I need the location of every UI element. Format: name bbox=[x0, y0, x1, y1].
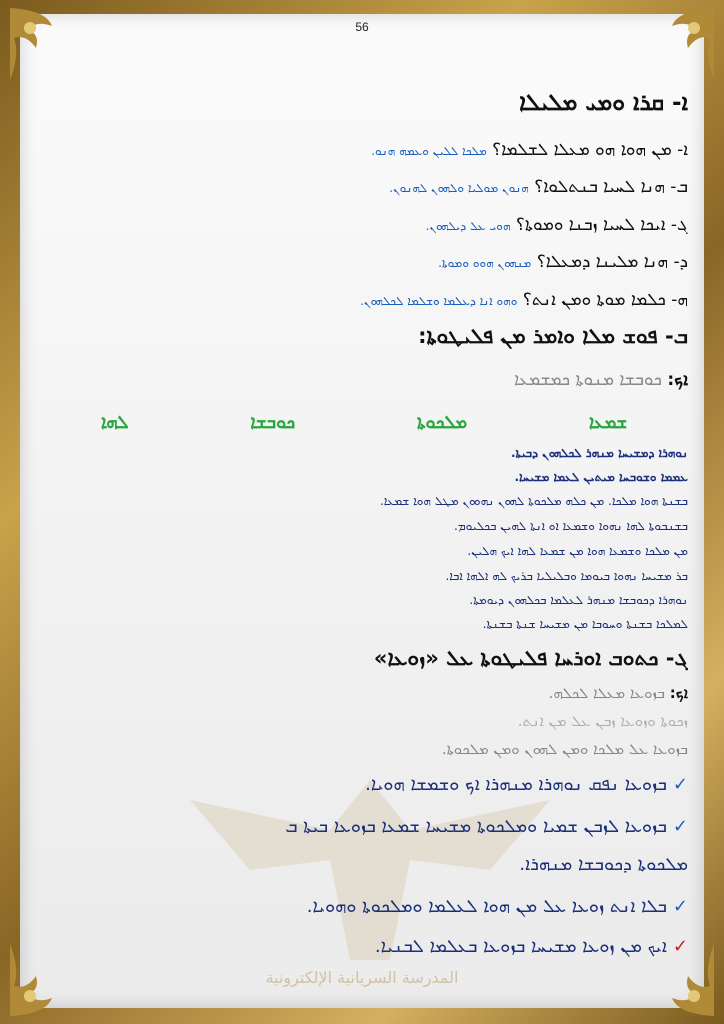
answer-line: ✓ܐܝܟ ܡܢ ܙܘܥܐ ܡܫܝܚܐ ܒܙܘܥܐ ܒܥܠܡܐ ܠܒܢܝܐ. bbox=[374, 936, 688, 957]
exercise-line: ܥܡܡܐ ܘܫܘܒܚܐ ܡܝܬܝܢ ܠܥܡܐ ܡܫܝܚܐ. bbox=[514, 470, 688, 484]
column-word: ܡܠܟܘܬܐ bbox=[416, 412, 468, 433]
question-3: ܓ- ܐܝܟܐ ܠܚܝܐ ܙܒܢܐ ܘܡܘܬܐ؟ ܗܘܝ ܥܠ ܕܝܠܗܘܢ. bbox=[425, 215, 688, 235]
exercise-line: ܒܫܢܒܘܬܐ ܠܗܐ ܢܗܘܐ ܘܫܡܥܐ ܐܘ ܐܢܬܐ ܠܗܝܢ ܒܟܠܝܘܡ. bbox=[454, 519, 688, 533]
section-3-title: ܓ- ܟܬܘܒ ܐܘܪܚܐ ܦܠܝܛܘܬܐ ܥܠ «ܙܘܥܐ» bbox=[373, 646, 688, 670]
exercise-line: ܢܘܗܪܐ ܕܡܫܝܚܐ ܡܢܗܪ ܠܟܠܗܘܢ ܕܒܝܬܐ. bbox=[510, 446, 688, 460]
checkmark-icon: ✓ bbox=[672, 936, 688, 957]
checkmark-icon: ✓ bbox=[672, 816, 688, 837]
section-1-title: ܐ- ܩܪܐ ܘܡܝ ܡܠܝܠܐ bbox=[519, 90, 688, 116]
question-2: ܒ- ܗܢܐ ܠܚܝܐ ܒܢܬܠܘܐ؟ ܗܢܘܢ ܡܘܠܝܐ ܘܠܗܘܢ ܠܗܢܘܢ. bbox=[389, 177, 688, 197]
section-3-example: ܐܟ: ܒܙܘܥܐ ܡܥܠܐ ܠܟܠܗ. bbox=[548, 684, 688, 702]
page-number: 56 bbox=[355, 20, 369, 34]
answer-line: ✓ܒܠܐ ܐܢܬ ܙܘܥܐ ܥܠ ܡܢ ܗܘܐ ܠܥܠܡܐ ܘܡܠܟܘܬܐ ܘܗܘܝܐ. bbox=[306, 896, 688, 917]
answer-line-continued: ܡܠܟܘܬܐ ܕܟܘܒܫܐ ܡܢܗܪܐ. bbox=[519, 854, 688, 875]
word-columns bbox=[40, 412, 688, 433]
answer-line: ✓ܒܙܘܥܐ ܢܦܩ ܢܘܗܪܐ ܡܢܗܪܐ ܐܟ ܘܫܡܫܐ ܗܘܝܐ. bbox=[365, 774, 688, 795]
column-word: ܫܡܥܐ bbox=[588, 412, 628, 433]
example-line: ܒܙܘܥܐ ܥܠ ܡܠܟܐ ܘܡܢ ܠܗܘܢ ܘܡܢ ܡܠܟܘܬܐ. bbox=[441, 740, 688, 758]
checkmark-icon: ✓ bbox=[672, 774, 688, 795]
answer-line: ✓ܒܙܘܥܐ ܠܙܒܢ ܫܡܝܐ ܘܡܠܟܘܬܐ ܡܫܝܚܐ ܫܡܥܐ ܒܙܘܥܐ ܒܝܬܐ ܒ bbox=[285, 816, 688, 837]
exercise-line: ܢܘܗܪܐ ܕܟܘܒܫܐ ܡܢܗܪ ܠܥܠܡܐ ܒܟܠܗܘܢ ܕܝܘܡܬܐ. bbox=[469, 593, 688, 607]
section-2-title: ܒ- ܦܘܫ ܡܠܐ ܘܐܡܪ ܡܢ ܦܠܝܛܘܬܐ: bbox=[418, 324, 688, 348]
watermark-text: المدرسة السريانية الإلكترونية bbox=[265, 968, 459, 987]
ornament-corner-icon bbox=[638, 4, 718, 84]
section-2-example: ܐܟ: ܟܘܒܫܐ ܡܢܘܬܐ ܟܡܫܡܥܐ bbox=[514, 370, 688, 390]
exercise-line: ܒܪ ܡܫܝܚܐ ܢܗܘܐ ܒܝܘܡܐ ܘܒܠܝܠܝܐ ܒܪܝܟ ܠܗ ܐܠܗܐ ܐܒܐ. bbox=[445, 569, 688, 583]
watermark-emblem-icon bbox=[190, 760, 550, 1000]
column-word: ܟܘܒܫܐ bbox=[250, 412, 296, 433]
example-line: ܙܟܘܬܐ ܘܙܘܥܐ ܙܒܢ ܥܠ ܡܢ ܐܢܬ. bbox=[517, 712, 688, 730]
column-word: ܠܗܐ bbox=[100, 412, 129, 433]
exercise-line: ܠܡܠܟܐ ܒܫܢܬܐ ܘܚܘܒܐ ܡܢ ܡܫܝܚܐ ܫܢܬܐ ܒܫܢܬܐ. bbox=[482, 617, 688, 631]
question-5: ܗ- ܟܠܡܐ ܡܘܬܐ ܘܡܢ ܐܢܬ؟ ܘܗܘ ܐܢܐ ܕܥܠܡܐ ܘܫܠܡܐ ܠܟܠܗܘܢ. bbox=[360, 290, 688, 310]
exercise-line: ܒܫܢܬܐ ܗܘܐ ܡܠܟܐ. ܡܢ ܟܠܗ ܡܠܟܘܬܐ ܠܗܘܢ ܢܗܘܘܢ ܡܛܠ ܗܘܐ ܫܡܥܐ. bbox=[379, 494, 688, 508]
question-4: ܕ- ܗܢܐ ܡܠܝܢܐ ܕܡܥܠܐ؟ ܡܢܗܘܢ ܗܘܘ ܘܡܘܬܐ. bbox=[438, 252, 688, 272]
question-1: ܐ- ܡܢ ܗܘܐ ܗܘ ܡܥܠܐ ܠܫܠܡܐ؟ ܡܠܟܐ ܠܠܝܢ ܘܥܡܗ ܗܢܘ. bbox=[371, 140, 688, 160]
exercise-line: ܡܢ ܡܠܟܐ ܘܫܡܥܐ ܗܘܐ ܡܢ ܫܡܥܐ ܠܗܐ ܐܝܟ ܗܠܝܢ. bbox=[467, 544, 688, 558]
checkmark-icon: ✓ bbox=[672, 896, 688, 917]
ornament-corner-icon bbox=[6, 4, 86, 84]
